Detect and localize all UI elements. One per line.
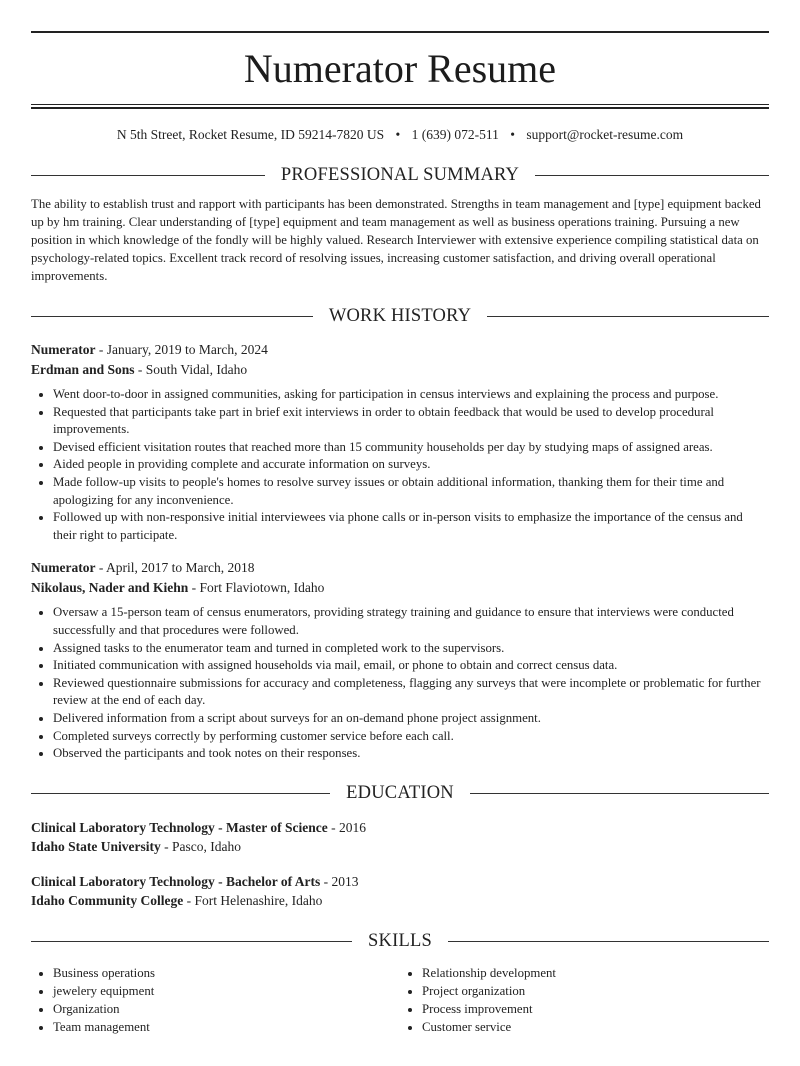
list-item: • Made follow-up visits to people's homes to resolve survey issues or obtain additional information, thanking them for their time and apologizing for any inconvenience. xyxy=(53,474,769,509)
divider-line xyxy=(31,793,330,794)
degree: Clinical Laboratory Technology - Master of Science xyxy=(31,819,328,835)
contact-phone: 1 (639) 072-511 xyxy=(411,127,499,142)
list-item: • Assigned tasks to the enumerator team and turned in completed work to the supervisors. xyxy=(53,640,769,658)
school-line xyxy=(31,891,769,911)
list-item: • Followed up with non-responsive initial interviewees via phone calls or in-person visits to emphasize the importance of the census and their right to participate. xyxy=(53,509,769,544)
skill-item: • Business operations xyxy=(53,964,400,982)
bullet-separator-icon: • xyxy=(510,127,516,142)
degree-line xyxy=(31,872,769,892)
section-heading-work-history xyxy=(31,304,769,328)
contact-line xyxy=(31,126,769,144)
job-bullets xyxy=(31,604,769,762)
contact-email: support@rocket-resume.com xyxy=(526,127,684,142)
skill-item: • jewelery equipment xyxy=(53,982,400,1000)
job-title-line xyxy=(31,558,769,578)
divider-line xyxy=(448,941,769,942)
job-entry xyxy=(31,340,769,544)
education-entry xyxy=(31,872,769,911)
job-location: - Fort Flaviotown, Idaho xyxy=(188,579,325,595)
job-dates: - January, 2019 to March, 2024 xyxy=(95,342,268,357)
list-item: • Delivered information from a script about surveys for an on-demand phone project assignment. xyxy=(53,710,769,728)
list-item: • Oversaw a 15-person team of census enumerators, providing strategy training and guidance to ensure that interviews were conducted successfully and that procedures were followed. xyxy=(53,604,769,639)
skills-column-right xyxy=(400,964,769,1036)
school-location: - Pasco, Idaho xyxy=(160,839,241,855)
skill-item: • Project organization xyxy=(422,982,769,1000)
job-title-line xyxy=(31,340,769,360)
list-item: • Devised efficient visitation routes that reached more than 15 community households per day by studying maps of assigned areas. xyxy=(53,439,769,457)
page-title: Numerator Resume xyxy=(243,46,557,91)
skill-item: • Team management xyxy=(53,1018,400,1036)
graduation-year: - 2016 xyxy=(327,819,366,835)
skill-item: • Organization xyxy=(53,1000,400,1018)
skill-item: • Relationship development xyxy=(422,964,769,982)
section-title: PROFESSIONAL SUMMARY xyxy=(280,164,520,185)
job-company-line xyxy=(31,578,769,598)
school-location: - Fort Helenashire, Idaho xyxy=(183,893,323,909)
top-rule xyxy=(31,31,769,33)
list-item: • Completed surveys correctly by performing customer service before each call. xyxy=(53,728,769,746)
skill-item: • Customer service xyxy=(422,1018,769,1036)
divider-line xyxy=(470,793,769,794)
section-heading-summary xyxy=(31,163,769,187)
school-line xyxy=(31,837,769,857)
degree: Clinical Laboratory Technology - Bachelor of Arts xyxy=(31,873,321,889)
education-entry xyxy=(31,818,769,857)
section-title: SKILLS xyxy=(368,931,432,952)
list-item: • Observed the participants and took notes on their responses. xyxy=(53,745,769,763)
divider-line xyxy=(535,175,769,176)
list-item: • Initiated communication with assigned households via mail, email, or phone to obtain and correct census data. xyxy=(53,657,769,675)
resume-page xyxy=(0,31,800,1036)
job-title: Numerator xyxy=(31,342,96,357)
school-name: Idaho State University xyxy=(31,839,161,855)
job-company: Nikolaus, Nader and Kiehn xyxy=(31,579,189,595)
section-heading-education xyxy=(31,782,769,806)
section-title: EDUCATION xyxy=(346,783,454,804)
graduation-year: - 2013 xyxy=(320,873,359,889)
job-dates: - April, 2017 to March, 2018 xyxy=(95,560,255,576)
list-item: • Went door-to-door in assigned communities, asking for participation in census interviews and explaining the process and purpose. xyxy=(53,386,769,404)
list-item: • Requested that participants take part in brief exit interviews in order to obtain feedback that would be used to develop procedural improvements. xyxy=(53,404,769,439)
job-bullets xyxy=(31,386,769,544)
school-name: Idaho Community College xyxy=(31,893,184,909)
bullet-separator-icon: • xyxy=(395,127,401,142)
job-location: - South Vidal, Idaho xyxy=(134,361,248,377)
divider-line xyxy=(31,175,265,176)
skills-list xyxy=(31,964,769,1036)
degree-line xyxy=(31,818,769,838)
job-entry xyxy=(31,558,769,762)
job-company-line xyxy=(31,360,769,380)
skills-column-left xyxy=(31,964,400,1036)
section-heading-skills xyxy=(31,930,769,954)
job-company: Erdman and Sons xyxy=(31,361,135,377)
list-item: • Reviewed questionnaire submissions for accuracy and completeness, flagging any surveys that were incomplete or problematic for further review at the end of each day. xyxy=(53,675,769,710)
list-item: • Aided people in providing complete and accurate information on surveys. xyxy=(53,456,769,474)
section-title: WORK HISTORY xyxy=(328,305,472,326)
job-title: Numerator xyxy=(31,560,96,576)
summary-text: The ability to establish trust and rapport with participants has been demonstrated. Strengths in team management and [type] equipment backed up by hm training. Clear understanding of [type] equipment and team management as well as business operations training. Pursuing a new position in which knowledge of the fondly will be highly valued. Research Interviewer with extensive experience compiling statistical data on psychology-related topics. Excellent track record of resolving issues, increasing customer satisfaction, and driving overall operational improvements. xyxy=(31,197,761,283)
double-rule xyxy=(31,104,769,109)
skill-item: • Process improvement xyxy=(422,1000,769,1018)
contact-address: N 5th Street, Rocket Resume, ID 59214-7820 US xyxy=(116,127,385,142)
divider-line xyxy=(487,316,769,317)
divider-line xyxy=(31,316,313,317)
divider-line xyxy=(31,941,352,942)
